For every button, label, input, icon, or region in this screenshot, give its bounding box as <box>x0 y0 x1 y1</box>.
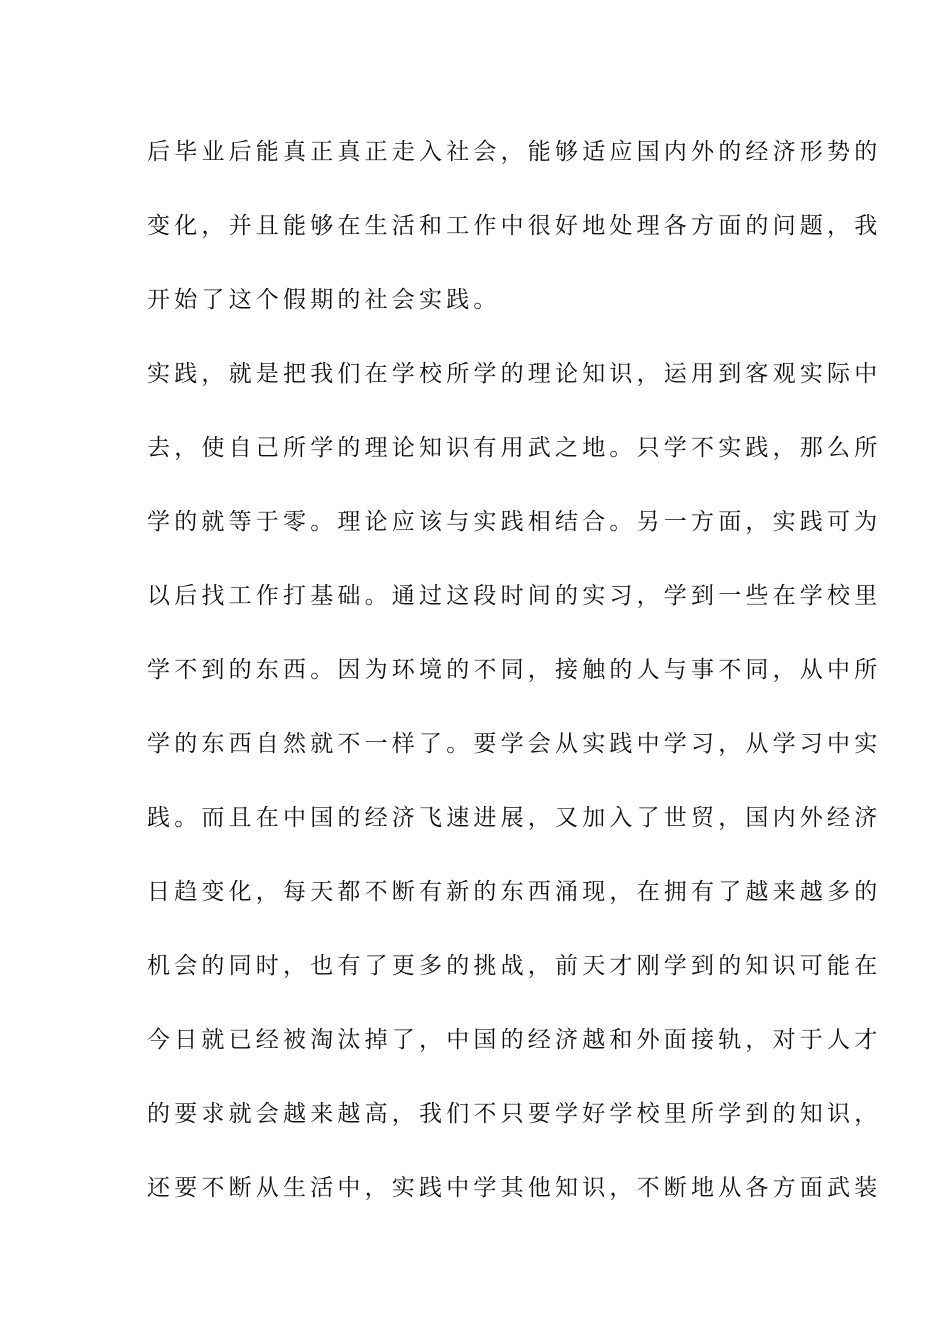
text-line: 还要不断从生活中，实践中学其他知识，不断地从各方面武装 <box>147 1175 882 1201</box>
text-line: 学不到的东西。因为环境的不同，接触的人与事不同，从中所 <box>147 657 882 683</box>
text-line: 践。而且在中国的经济飞速进展，又加入了世贸，国内外经济 <box>147 805 882 831</box>
text-line: 实践，就是把我们在学校所学的理论知识，运用到客观实际中 <box>147 361 882 387</box>
text-line: 的要求就会越来越高，我们不只要学好学校里所学到的知识， <box>147 1101 882 1127</box>
text-line: 开始了这个假期的社会实践。 <box>147 287 501 313</box>
text-line: 学的东西自然就不一样了。要学会从实践中学习，从学习中实 <box>147 731 882 757</box>
text-line: 去，使自己所学的理论知识有用武之地。只学不实践，那么所 <box>147 435 882 461</box>
text-line: 今日就已经被淘汰掉了，中国的经济越和外面接轨，对于人才 <box>147 1027 882 1053</box>
text-line: 以后找工作打基础。通过这段时间的实习，学到一些在学校里 <box>147 583 882 609</box>
text-line: 日趋变化，每天都不断有新的东西涌现，在拥有了越来越多的 <box>147 879 882 905</box>
text-line: 后毕业后能真正真正走入社会，能够适应国内外的经济形势的 <box>147 139 882 165</box>
text-line: 学的就等于零。理论应该与实践相结合。另一方面，实践可为 <box>147 509 882 535</box>
text-line: 机会的同时，也有了更多的挑战，前天才刚学到的知识可能在 <box>147 953 882 979</box>
text-line: 变化，并且能够在生活和工作中很好地处理各方面的问题，我 <box>147 213 882 239</box>
